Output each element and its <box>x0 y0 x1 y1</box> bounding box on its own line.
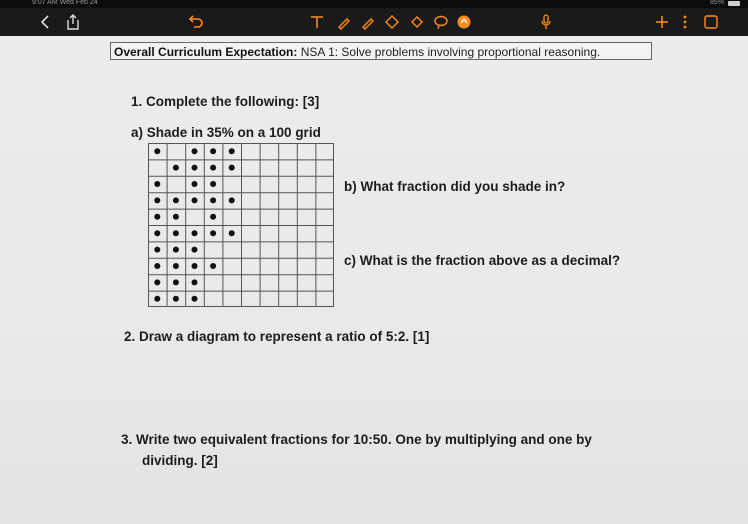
undo-icon[interactable] <box>186 11 206 33</box>
eraser-tool-icon[interactable] <box>408 11 426 33</box>
shaded-dot <box>173 263 179 269</box>
shaded-dot <box>173 165 179 171</box>
text-tool-icon[interactable] <box>308 11 326 33</box>
lasso-tool-icon[interactable] <box>432 11 450 33</box>
shaded-dot <box>210 263 216 269</box>
shaded-dot <box>154 296 160 302</box>
question-1c: c) What is the fraction above as a decimal? <box>344 253 621 268</box>
shaded-dot <box>229 230 235 236</box>
shaded-dot <box>154 247 160 253</box>
shaded-dot <box>192 279 198 285</box>
microphone-icon[interactable] <box>538 11 554 33</box>
question-1: 1. Complete the following: [3] <box>131 94 320 109</box>
battery-percent: 85% <box>709 0 724 6</box>
shaded-dot <box>192 165 198 171</box>
status-bar <box>0 0 748 8</box>
add-icon[interactable] <box>654 11 670 33</box>
shaded-dot <box>154 181 160 187</box>
shaded-dot <box>210 181 216 187</box>
pages-icon[interactable] <box>702 11 720 33</box>
shaded-dot <box>210 148 216 154</box>
question-3-line1: 3. Write two equivalent fractions for 10:50. One by multiplying and one by <box>121 432 592 447</box>
shaded-dot <box>173 214 179 220</box>
more-icon[interactable] <box>680 11 690 33</box>
shaded-dot <box>173 296 179 302</box>
shaded-dot <box>173 230 179 236</box>
shaded-dot <box>192 230 198 236</box>
shaded-dot <box>192 263 198 269</box>
question-3-line2: dividing. [2] <box>142 453 218 468</box>
shaded-dot <box>192 197 198 203</box>
shaded-dot <box>192 148 198 154</box>
share-icon[interactable] <box>64 11 82 33</box>
shaded-dot <box>229 197 235 203</box>
question-1b: b) What fraction did you shade in? <box>344 179 566 194</box>
question-1a: a) Shade in 35% on a 100 grid <box>131 125 321 140</box>
expectation-label: Overall Curriculum Expectation: <box>114 45 298 59</box>
highlighter-tool-icon[interactable] <box>383 11 401 33</box>
toolbar <box>0 8 748 38</box>
shaded-dot <box>192 181 198 187</box>
shaded-dot <box>154 214 160 220</box>
shaded-dot <box>210 165 216 171</box>
color-picker-icon[interactable] <box>454 11 474 33</box>
status-time: 9:07 AM Wed Feb 24 <box>32 0 98 6</box>
shaded-dot <box>154 230 160 236</box>
shaded-dot <box>210 197 216 203</box>
worksheet-page[interactable] <box>0 36 748 524</box>
shaded-dot <box>173 279 179 285</box>
battery-icon <box>728 1 740 6</box>
shaded-dot <box>154 263 160 269</box>
shaded-dot <box>210 214 216 220</box>
shaded-dot <box>229 165 235 171</box>
shaded-dot <box>154 197 160 203</box>
shaded-dot <box>192 296 198 302</box>
shaded-dot <box>154 279 160 285</box>
shaded-dot <box>192 247 198 253</box>
hundred-grid[interactable] <box>148 143 334 307</box>
expectation-text: NSA 1: Solve problems involving proportional reasoning. <box>300 45 601 59</box>
back-chevron-icon[interactable] <box>38 11 52 33</box>
pencil-tool-icon[interactable] <box>359 11 377 33</box>
shaded-dot <box>229 148 235 154</box>
pen-tool-icon[interactable] <box>335 11 353 33</box>
curriculum-expectation-box <box>110 42 652 60</box>
shaded-dot <box>173 247 179 253</box>
shaded-dot <box>210 230 216 236</box>
shaded-dot <box>154 148 160 154</box>
shaded-dot <box>173 197 179 203</box>
question-2: 2. Draw a diagram to represent a ratio of 5:2. [1] <box>124 329 430 344</box>
